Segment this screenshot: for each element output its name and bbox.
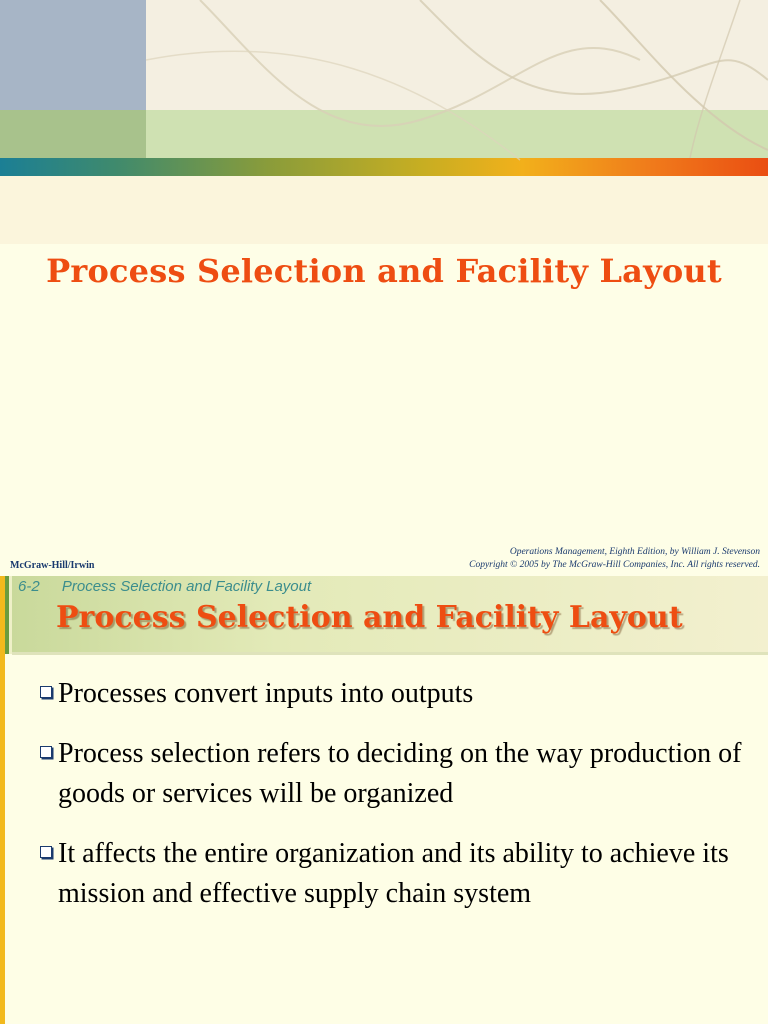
bullet-text: Process selection refers to deciding on the way production of goods or services will be organized: [58, 738, 742, 809]
copyright-notice: [469, 546, 760, 572]
slide-2-title: Process Selection and Facility Layout: [56, 600, 683, 635]
bullet-square-icon: [40, 686, 52, 698]
slide-number: 6-2: [18, 578, 40, 595]
breadcrumb: [18, 578, 311, 595]
slide-2-left-green-bar: [5, 576, 9, 654]
bullet-square-icon: [40, 846, 52, 858]
copyright-line-1: Operations Management, Eighth Edition, by William J. Stevenson: [509, 547, 760, 557]
breadcrumb-text: Process Selection and Facility Layout: [61, 578, 312, 595]
bullet-text: It affects the entire organization and its ability to achieve its mission and effective supply chain system: [58, 838, 729, 909]
copyright-line-2: Copyright © 2005 by The McGraw-Hill Companies, Inc. All rights reserved.: [469, 560, 760, 570]
bullet-item: [40, 734, 752, 814]
bullet-item: [40, 674, 752, 714]
publisher-label: McGraw-Hill/Irwin: [10, 560, 95, 571]
bullet-text: Processes convert inputs into outputs: [58, 678, 474, 709]
slide-2: [0, 576, 768, 1024]
slide-2-header-rule: [12, 652, 768, 655]
bullet-list: [40, 674, 752, 934]
decorative-curves: [0, 0, 768, 180]
bullet-item: [40, 834, 752, 914]
bullet-square-icon: [40, 746, 52, 758]
header-lower-band: [0, 176, 768, 244]
slide-1-title: Process Selection and Facility Layout: [46, 252, 722, 290]
